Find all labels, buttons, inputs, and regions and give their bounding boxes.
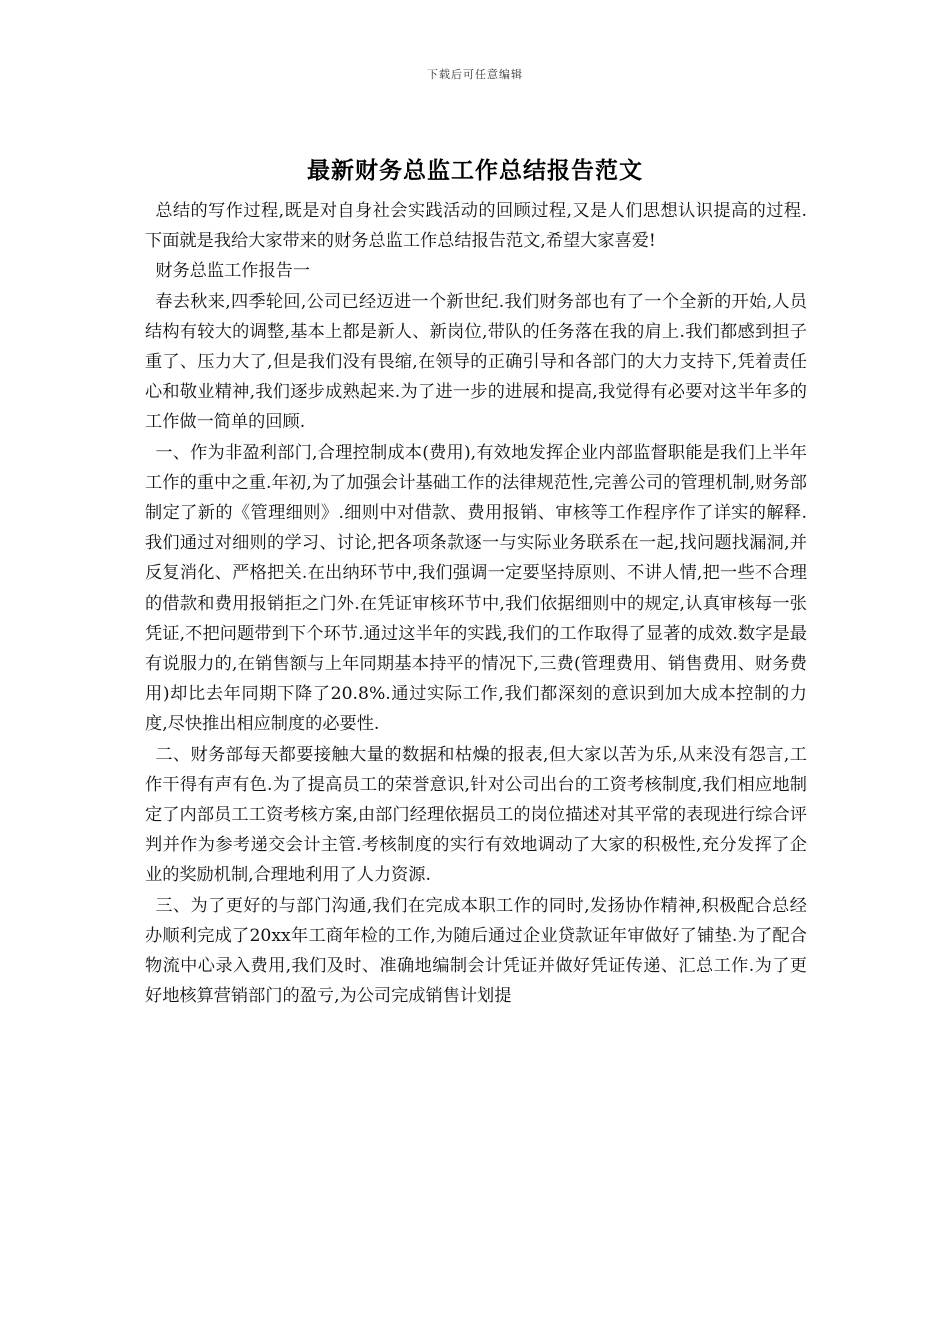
body-paragraph: 春去秋来,四季轮回,公司已经迈进一个新世纪.我们财务部也有了一个全新的开始,人员结构有较大的调整,基本上都是新人、新岗位,带队的任务落在我的肩上.我们都感到担子重了、压力大了,但是我们没有畏缩,在领导的正确引导和各部门的大力支持下,凭着责任心和敬业精神,我们逐步成熟起来.为了进一步的进展和提高,我觉得有必要对这半年多的工作做一简单的回顾. bbox=[145, 291, 807, 433]
intro-paragraph: 总结的写作过程,既是对自身社会实践活动的回顾过程,又是人们思想认识提高的过程.下面就是我给大家带来的财务总监工作总结报告范文,希望大家喜爱! bbox=[145, 201, 807, 252]
body-paragraph: 一、作为非盈利部门,合理控制成本(费用),有效地发挥企业内部监督职能是我们上半年工作的重中之重.年初,为了加强会计基础工作的法律规范性,完善公司的管理机制,财务部制定了新的《管理细则》.细则中对借款、费用报销、审核等工作程序作了详实的解释.我们通过对细则的学习、讨论,把各项条款逐一与实际业务联系在一起,找问题找漏洞,并反复消化、严格把关.在出纳环节中,我们强调一定要坚持原则、不讲人情,把一些不合理的借款和费用报销拒之门外.在凭证审核环节中,我们依据细则中的规定,认真审核每一张凭证,不把问题带到下个环节.通过这半年的实践,我们的工作取得了显著的成效.数字是最有说服力的,在销售额与上年同期基本持平的情况下,三费(管理费用、销售费用、财务费用)却比去年同期下降了20.8%.通过实际工作,我们都深刻的意识到加大成本控制的力度,尽快推出相应制度的必要性. bbox=[145, 442, 807, 735]
document-body bbox=[145, 196, 807, 1011]
section-heading: 财务总监工作报告一 bbox=[155, 261, 311, 282]
document-title: 最新财务总监工作总结报告范文 bbox=[307, 157, 643, 184]
body-paragraph: 二、财务部每天都要接触大量的数据和枯燥的报表,但大家以苦为乐,从来没有怨言,工作干得有声有色.为了提高员工的荣誉意识,针对公司出台的工资考核制度,我们相应地制定了内部员工工资考核方案,由部门经理依据员工的岗位描述对其平常的表现进行综合评判并作为参考递交会计主管.考核制度的实行有效地调动了大家的积极性,充分发挥了企业的奖励机制,合理地利用了人力资源. bbox=[145, 744, 807, 886]
body-paragraph: 三、为了更好的与部门沟通,我们在完成本职工作的同时,发扬协作精神,积极配合总经办顺利完成了20xx年工商年检的工作,为随后通过企业贷款证年审做好了铺垫.为了配合物流中心录入费用,我们及时、准确地编制会计凭证并做好凭证传递、汇总工作.为了更好地核算营销部门的盈亏,为公司完成销售计划提 bbox=[145, 895, 807, 1007]
header-note: 下载后可任意编辑 bbox=[427, 68, 523, 81]
